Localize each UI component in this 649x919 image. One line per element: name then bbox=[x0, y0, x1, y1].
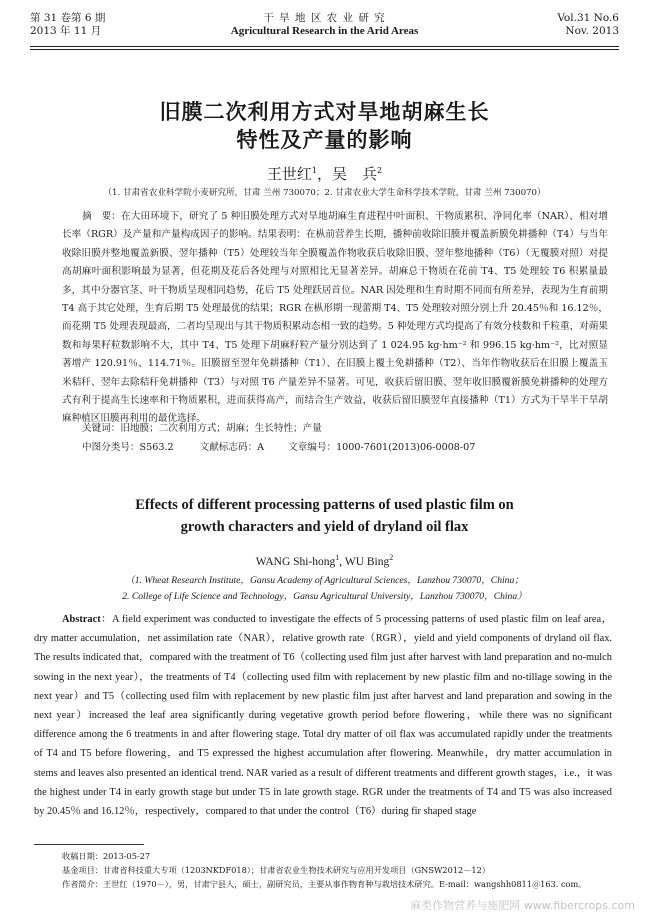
en-abstract: Abstract：A field experiment was conducted to investigate the effects of 5 processing patterns of used plastic film on leaf area，dry matter accumulation，net assimilation rate（NAR），relative growth rate（RGR），yield and yield components of dryland oil flax. The results indicated that，compared with the treatment of T6（collecting used film just after harvest with land preparation and no-mulch sowing in the next year），the treatments of T4（collecting used film with replacement by new plastic film and no-tillage sowing in the next year）and T5（collecting used film with replacement by new plastic film just after harvest and land preparation and sowing in the next year）increased the leaf area significantly during vegetative growth period before flowering，while there was no significant difference among the 6 treatments in and after flowering stage. Total dry matter of oil flax was accumulated rapidly under the treatments of T4 and T5 before flowering，and T5 expressed the highest accumulation after flowering. Meanwhile，dry matter accumulation in stems and leaves also presented an identical trend. NAR varied as a result of different treatments and different growth stages，i.e.，it was the highest under T4 in early growth stage but under T5 in late growth stage. RGR under the treatments of T4 and T5 was also increased by 20.45％ and 16.12％，respectively，compared to that under the control（T6）during fir shaped stage bbox=[34, 614, 612, 818]
received-date: 收稿日期：2013-05-27 bbox=[62, 851, 151, 861]
cn-keywords: 关键词：旧地膜；二次利用方式；胡麻；生长特性；产量 bbox=[82, 423, 322, 434]
fund-info: 基金项目：甘肃省科技重大专项（1203NKDF018）；甘肃省农业生物技术研究与应用开发项目（GNSW2012－12） bbox=[62, 865, 490, 875]
clc-number: 中图分类号：S563.2 bbox=[82, 442, 174, 453]
header-volume-cn: 第 31 卷第 6 期 2013 年 11 月 bbox=[30, 12, 106, 37]
article-number: 文章编号：1000-7601(2013)06-0008-07 bbox=[288, 442, 476, 453]
document-code: 文献标志码：A bbox=[199, 442, 265, 453]
running-header bbox=[30, 12, 619, 46]
header-rule-top bbox=[30, 46, 619, 47]
header-rule-bottom bbox=[30, 49, 619, 50]
author-bio: 作者简介：王世红（1970－），男，甘肃宁县人，硕士，副研究员，主要从事作物育种与栽培技术研究。E-mail：wangshh0811＠163. com。 bbox=[62, 879, 587, 889]
footnote bbox=[62, 849, 622, 891]
header-volume-en: Vol.31 No.6 Nov. 2013 bbox=[557, 12, 619, 37]
en-authors: WANG Shi-hong$^1$, WU Bing$^2$ bbox=[255, 553, 394, 568]
footnote-rule bbox=[34, 844, 144, 845]
cn-abstract: 摘 要：在大田环境下，研究了 5 种旧膜处理方式对旱地胡麻生育进程中叶面积、干物质累积、净同化率（NAR）、相对增长率（RGR）及产量和产量构成因子的影响。结果表明：在枞前营养生长期，播种前收除旧膜并覆盖新膜免耕播种（T4）与当年收除旧膜并整地覆盖新膜、翌年播种（T5）处理较当年全膜覆盖作物收获后收除旧膜、翌年整地播种（T6）（无覆膜对照）对提高胡麻叶面积影响最为显著，但花期及花后各处理与对照相比无显著差异。胡麻总干物质在花前 T4、T5 处理较 T6 积累量最多，其中分器官茎、叶干物质呈现相同趋势，花后 T5 处理跃居首位。NAR 因处理和生育时期不同而有所差异，表现为生育前期 T4 高于其它处理，生育后期 T5 处理最优的结果；RGR 在枞形期一现蕾期 T4、T5 处理较对照分别上升 20.45％和 16.12％，而花期 T5 处理表现最高，二者均呈现出与其干物质积累动态相一致的趋势。5 种处理方式均提高了有效分枝数和千粒重，对蒴果数和每果籽粒数影响不大，其中 T4、T5 处理下胡麻籽粒产量分别达到了 1 024.95 kg·hm⁻² 和 996.15 kg·hm⁻²，比对照显著增产 120.91％、114.71％。旧膜留至翌年免耕播种（T1）、在旧膜上覆土免耕播种（T2）、当年作物收获后在旧膜上覆盖玉米秸秆、翌年去除秸秆免耕播种（T3）与对照 T6 产量差异不显著。可见，收获后留旧膜、翌年收旧膜覆新膜免耕播种的处理方式有利于提高生长速率和干物质累积，进而获得高产，而结合生产效益，收获后留旧膜翌年直接播种（T1）方式为干旱半干旱胡麻种植区旧膜再利用的最优选择。 bbox=[62, 211, 608, 425]
en-affiliation-2: 2. College of Life Science and Technology，Gansu Agricultural University，Lanzhou 730070，China） bbox=[122, 591, 527, 602]
cn-classification-line bbox=[82, 439, 475, 453]
watermark: 麻类作物营养与施肥网 www.fibercrops.com bbox=[410, 899, 635, 912]
en-affiliation-1: （1. Wheat Research Institute，Gansu Academy of Agricultural Sciences，Lanzhou 730070，China； bbox=[125, 575, 524, 586]
header-journal-name: 干 旱 地 区 农 业 研 究 Agricultural Research in the Arid Areas bbox=[230, 12, 419, 37]
cn-authors: 王世红$^1$，吴 兵$^2$ bbox=[266, 165, 383, 183]
cn-affiliation: （1. 甘肃省农业科学院小麦研究所，甘肃 兰州 730070；2. 甘肃农业大学生命科学技术学院，甘肃 兰州 730070） bbox=[103, 188, 546, 198]
abstract-label: Abstract bbox=[62, 614, 101, 625]
cn-title: 旧膜二次利用方式对旱地胡麻生长 特性及产量的影响 bbox=[159, 99, 490, 152]
en-title: Effects of different processing patterns of used plastic film on growth characters and yield of dryland oil flax bbox=[135, 497, 514, 535]
